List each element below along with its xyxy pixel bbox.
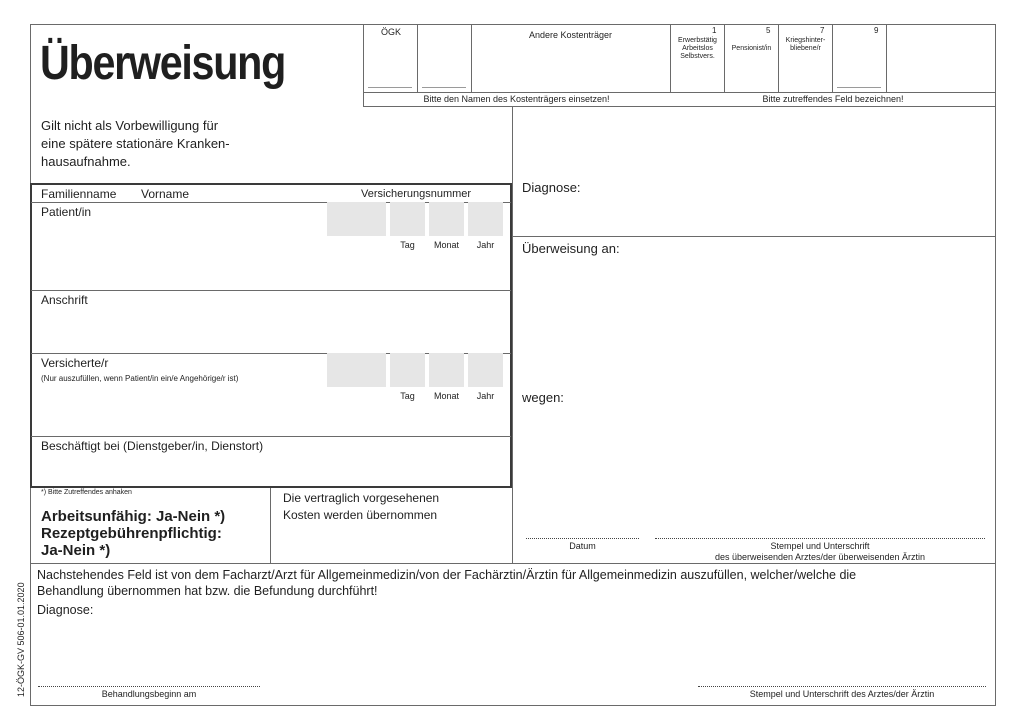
ueberweisung-an-label: Überweisung an: [522, 241, 620, 256]
patient-svnr-field[interactable] [327, 202, 386, 236]
kt-col-7 [886, 24, 887, 92]
patient-monat-label: Monat [433, 240, 459, 250]
andere-kostentraeger-label: Andere Kostenträger [528, 30, 613, 40]
datum-signature-line [526, 538, 639, 539]
frame-bottom [30, 705, 996, 706]
patient-row-line [31, 290, 511, 291]
cat-7-line-2: bliebene/r [790, 45, 821, 52]
ogk-label: ÖGK [381, 27, 402, 37]
versicherte-tag-label: Tag [400, 391, 415, 401]
kt-col-5 [778, 24, 779, 92]
anschrift-label: Anschrift [41, 293, 88, 307]
bottom-section-top [30, 563, 996, 564]
patient-jahr-label: Jahr [476, 240, 495, 250]
kt-bottom-border [363, 106, 996, 107]
cat-7-number: 7 [820, 26, 825, 35]
versicherte-svnr-field[interactable] [327, 353, 386, 387]
col-vorname: Vorname [141, 187, 190, 201]
patient-label: Patient/in [41, 205, 92, 219]
cat-1-line-1: Erwerbstätig [678, 37, 717, 44]
kt-col-6 [832, 24, 833, 92]
form-title: Überweisung [40, 37, 286, 90]
diagnose-bottom-line [512, 236, 996, 237]
diagnose-label: Diagnose: [522, 180, 581, 195]
frame-right [995, 24, 996, 706]
kt-row-divider [363, 92, 996, 93]
kt-col-4 [724, 24, 725, 92]
versicherte-birth-day-field[interactable] [390, 353, 425, 387]
stempel-label-line-1: Stempel und Unterschrift [770, 541, 870, 551]
note-line-3: hausaufnahme. [41, 154, 131, 169]
cat-9-number: 9 [874, 26, 879, 35]
versicherte-monat-label: Monat [433, 391, 459, 401]
kt-col-1 [417, 24, 418, 92]
note-line-2: eine spätere stationäre Kranken- [41, 136, 230, 151]
kosten-line-1: Die vertraglich vorgesehenen [283, 491, 440, 505]
versicherte-birth-year-field[interactable] [468, 353, 503, 387]
versicherte-jahr-label: Jahr [476, 391, 495, 401]
rezeptgebuehr-label-line-1: Rezeptgebührenpflichtig: [41, 525, 222, 542]
patient-birth-year-field[interactable] [468, 202, 503, 236]
patient-birth-day-field[interactable] [390, 202, 425, 236]
rezeptgebuehr-label-line-2: Ja-Nein *) [41, 542, 111, 559]
wegen-label: wegen: [522, 390, 564, 405]
patient-birth-month-field[interactable] [429, 202, 464, 236]
right-col-divider [512, 106, 513, 563]
patient-table-left [30, 183, 32, 488]
hint-zutreffendes-feld: Bitte zutreffendes Feld bezeichnen! [762, 94, 904, 104]
patient-table-bottom [30, 486, 512, 488]
bottom-stempel-label: Stempel und Unterschrift des Arztes/der Ärztin [749, 689, 935, 699]
arbeitsunfaehig-label: Arbeitsunfähig: Ja-Nein *) [41, 508, 226, 525]
cat-1-line-3: Selbstvers. [680, 53, 715, 60]
note-line-1: Gilt nicht als Vorbewilligung für [41, 118, 219, 133]
bottom-stempel-line [698, 686, 986, 687]
stempel-label-line-2: des überweisenden Arztes/der überweisenden Ärztin [714, 552, 926, 562]
beschaeftigt-label: Beschäftigt bei (Dienstgeber/in, Dienstort) [41, 439, 264, 453]
form-code: 12-ÖGK-GV 506-01.01.2020 [16, 582, 26, 697]
status-divider [270, 488, 271, 563]
cat-1-line-2: Arbeitslos [682, 45, 713, 52]
patient-tag-label: Tag [400, 240, 415, 250]
versicherte-row-line [31, 436, 511, 437]
datum-label: Datum [569, 541, 596, 551]
cat-1-number: 1 [712, 26, 717, 35]
patient-table-right [510, 183, 512, 488]
bottom-diagnose-label: Diagnose: [37, 603, 94, 617]
versicherte-note: (Nur auszufüllen, wenn Patient/in ein/e Angehörige/r ist) [41, 374, 239, 383]
cat-9-mark-line [837, 87, 881, 88]
versicherte-birth-month-field[interactable] [429, 353, 464, 387]
behandlungsbeginn-line [38, 686, 260, 687]
bottom-instruction-line-2: Behandlung übernommen hat bzw. die Befundung durchführt! [37, 584, 378, 598]
bottom-instruction-line-1: Nachstehendes Feld ist von dem Facharzt/Arzt für Allgemeinmedizin/von der Fachärztin/Ärztin für Allgemeinmedizin auszufüllen, welcher/welche die [37, 568, 857, 582]
patient-table-top [30, 183, 512, 185]
frame-top [30, 24, 996, 25]
kosten-line-2: Kosten werden übernommen [283, 508, 438, 522]
col-versicherungsnummer: Versicherungsnummer [361, 188, 472, 200]
stempel-signature-line [655, 538, 985, 539]
versicherte-label: Versicherte/r [41, 356, 109, 370]
cat-5-number: 5 [766, 26, 771, 35]
hint-kostentraeger-name: Bitte den Namen des Kostenträgers einsetzen! [423, 94, 610, 104]
bitte-anhaken-note: *) Bitte Zutreffendes anhaken [41, 489, 132, 496]
col-familienname: Familienname [41, 187, 117, 201]
blank-mark-line [422, 87, 466, 88]
cat-5-line-1: Pensionist/in [731, 45, 772, 52]
behandlungsbeginn-label: Behandlungsbeginn am [101, 689, 197, 699]
ogk-mark-line [368, 87, 412, 88]
cat-7-line-1: Kriegshinter- [785, 37, 826, 44]
